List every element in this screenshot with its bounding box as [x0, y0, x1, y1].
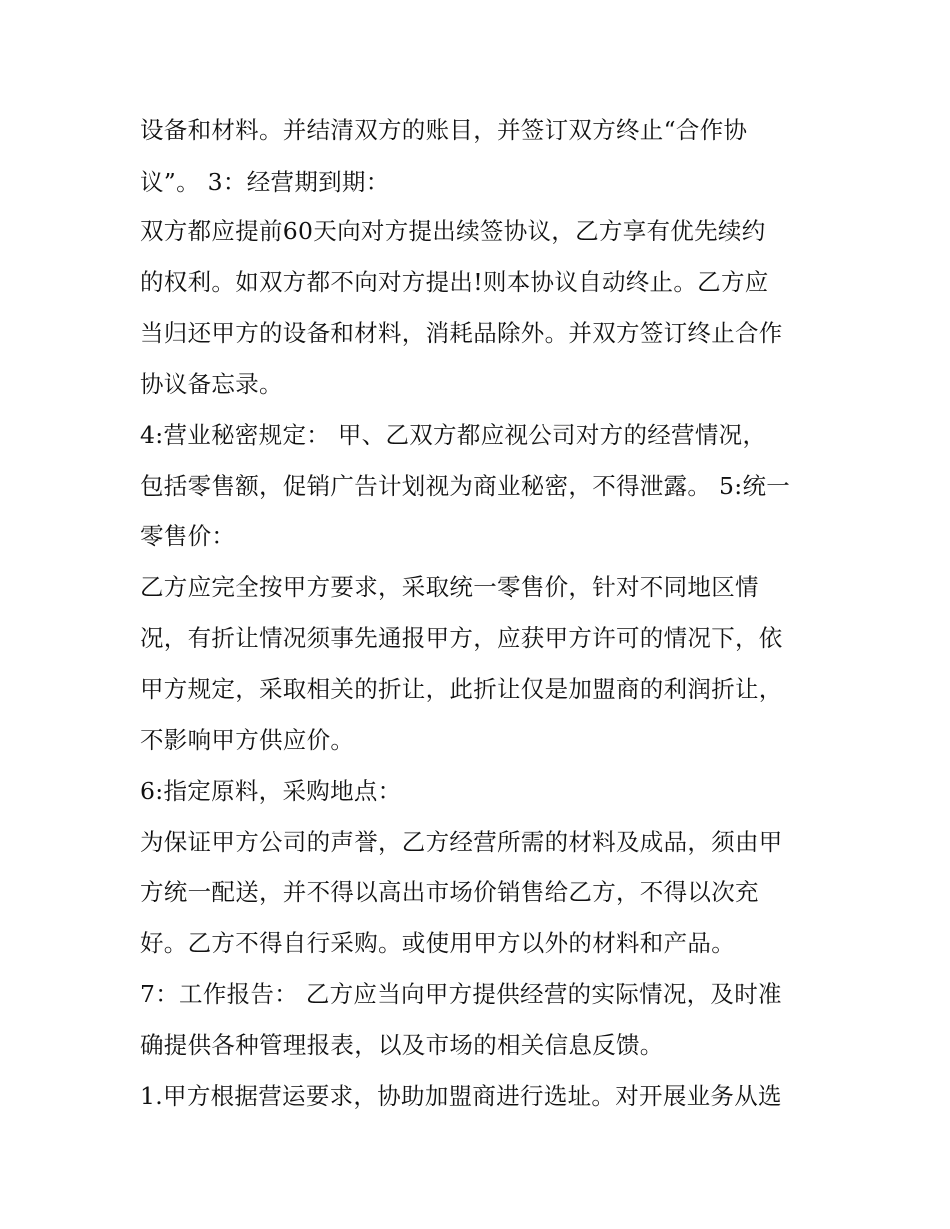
- text-line: 协议备忘录。: [140, 370, 283, 398]
- text-line: 议”。 3：经营期到期：: [140, 168, 390, 196]
- text-line: 7：工作报告： 乙方应当向甲方提供经营的实际情况，及时准: [140, 980, 782, 1008]
- text-line: 不影响甲方供应价。: [140, 726, 355, 754]
- text-line: 设备和材料。并结清双方的账目，并签订双方终止“合作协: [140, 116, 748, 144]
- text-line: 当归还甲方的设备和材料，消耗品除外。并双方签订终止合作: [140, 319, 783, 347]
- text-line: 甲方规定，采取相关的折让，此折让仅是加盟商的利润折让，: [140, 675, 783, 703]
- text-line: 4:营业秘密规定： 甲、乙双方都应视公司对方的经营情况，: [140, 421, 767, 449]
- text-line: 双方都应提前60天向对方提出续签协议，乙方享有优先续约: [140, 217, 766, 245]
- text-line: 方统一配送，并不得以高出市场价销售给乙方，不得以次充: [140, 878, 759, 906]
- text-line: 6:指定原料，采购地点：: [140, 777, 402, 805]
- text-line: 况，有折让情况须事先通报甲方，应获甲方许可的情况下，依: [140, 624, 783, 652]
- text-line: 确提供各种管理报表，以及市场的相关信息反馈。: [140, 1031, 664, 1059]
- text-line: 1.甲方根据营运要求，协助加盟商进行选址。对开展业务从选: [140, 1082, 782, 1110]
- text-line: 乙方应完全按甲方要求，采取统一零售价，针对不同地区情: [140, 573, 759, 601]
- text-line: 零售价：: [140, 522, 236, 550]
- text-line: 包括零售额，促销广告计划视为商业秘密，不得泄露。 5:统一: [140, 472, 791, 500]
- text-line: 好。乙方不得自行采购。或使用甲方以外的材料和产品。: [140, 929, 735, 957]
- text-line: 的权利。如双方都不向对方提出!则本协议自动终止。乙方应: [140, 268, 769, 296]
- text-line: 为保证甲方公司的声誉，乙方经营所需的材料及成品，须由甲: [140, 828, 783, 856]
